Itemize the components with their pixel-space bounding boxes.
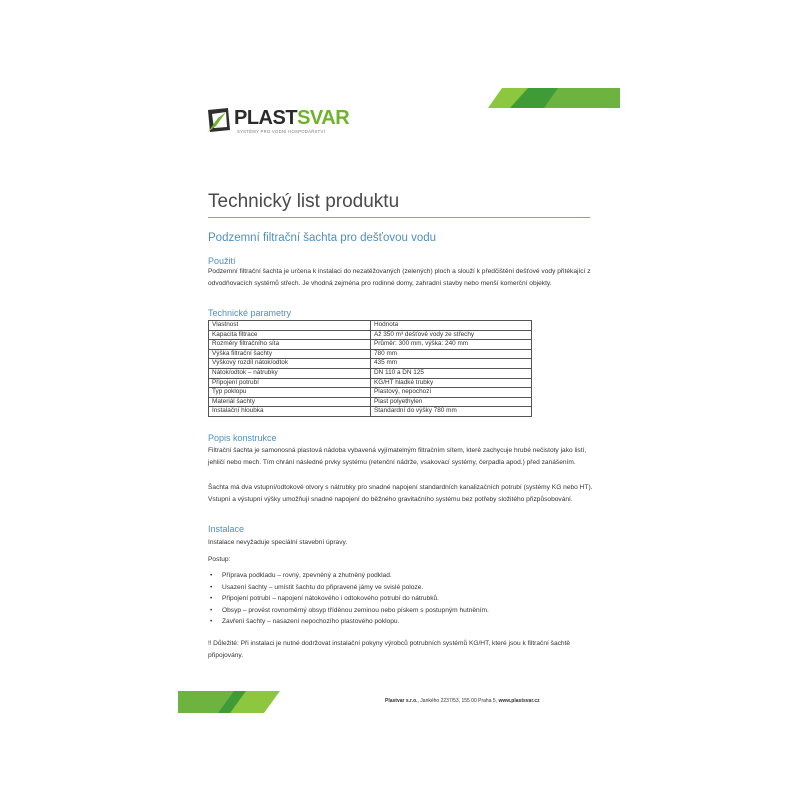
table-header-cell: Vlastnost [209, 321, 371, 331]
list-item [208, 616, 489, 628]
table-cell: Průměr: 300 mm, výška: 240 mm [371, 340, 532, 350]
list-item-text: Připojení potrubí – napojení nátokového i odtokového potrubí do nátrubků. [222, 595, 440, 603]
table-row [209, 388, 532, 398]
list-item [208, 582, 489, 594]
list-item [208, 593, 489, 605]
list-item-text: Obsyp – provést rovnoměrný obsyp tříděnou zeminou nebo pískem s postupným hutněním. [222, 606, 489, 614]
table-cell: Kapacita filtrace [209, 330, 371, 340]
section-heading-popis: Popis konstrukce [208, 433, 277, 443]
document-subtitle: Podzemní filtrační šachta pro dešťovou vodu [208, 232, 437, 244]
section-text-pouziti: Podzemní filtrační šachta je určena k instalaci do nezatěžovaných (zelených) ploch a slouží k předčištění dešťové vody přitékající z odvodňovacích systémů střech. Je vhodná zejména pro rodinné domy, zahradní stavby nebo menší komerční objekty. [208, 268, 591, 287]
table-header-cell: Hodnota [371, 321, 532, 331]
table-row [209, 340, 532, 350]
table-cell: Nátok/odtok – nátrubky [209, 368, 371, 378]
logo-tagline: SYSTÉMY PRO VODNÍ HOSPODÁŘSTVÍ [237, 129, 326, 134]
table-row [209, 330, 532, 340]
table-row [209, 359, 532, 369]
plastsvar-logo [204, 106, 350, 140]
footer-address: , Jankého 2237/53, 155 00 Praha 5, [417, 698, 499, 704]
table-cell: Rozměry filtračního síta [209, 340, 371, 350]
table-row [209, 407, 532, 417]
table-cell: Standardní do výšky 780 mm [371, 407, 532, 417]
table-row [209, 349, 532, 359]
title-divider [208, 217, 590, 218]
table-cell: KG/HT hladké trubky [371, 378, 532, 388]
table-cell: Výška filtrační šachty [209, 349, 371, 359]
section-text-popis-2: Šachta má dva vstupní/odtokové otvory s nátrubky pro snadné napojení standardních kanalizačních potrubí (systémy KG nebo HT). Vstupní a výstupní výšky umožňují snadné napojení do běžného gravitačního systému bez potřeby složitého přizpůsobování. [208, 484, 593, 503]
table-cell: Až 350 m³ dešťové vody ze střechy [371, 330, 532, 340]
table-cell: Instalační hloubka [209, 407, 371, 417]
table-header-row [209, 321, 532, 331]
footer-stripes-graphic [178, 691, 280, 713]
installation-steps-list [208, 570, 489, 628]
section-text-instalace: Instalace nevyžaduje speciální stavební úpravy. [208, 539, 348, 546]
table-cell: Typ poklopu [209, 388, 371, 398]
table-row [209, 368, 532, 378]
footer-website-link[interactable]: www.plastsvar.cz [498, 698, 540, 704]
table-row [209, 397, 532, 407]
header-stripes-graphic [488, 88, 620, 108]
table-cell: Plastový, nepochozí [371, 388, 532, 398]
postup-label: Postup: [208, 556, 231, 563]
footer-contact [385, 698, 540, 704]
logo-plast: PLAST [234, 107, 298, 129]
list-item-text: Usazení šachty – umístit šachtu do připravené jámy ve svislé poloze. [222, 583, 424, 591]
section-text-popis-1: Filtrační šachta je samonosná plastová nádoba vybavená vyjímatelným filtračním sítem, které zachycuje hrubé nečistoty jako listí, jehličí nebo mech. Tím chrání následné prvky systému (retenční nádrže, vsakovací systémy, čerpadla apod.) před zanášením. [208, 447, 587, 466]
bullet-icon: • [210, 572, 213, 579]
section-heading-parametry: Technické parametry [208, 308, 292, 318]
list-item [208, 570, 489, 582]
bullet-icon: • [210, 606, 213, 614]
table-cell: Plast polyethylen [371, 397, 532, 407]
parameters-table [208, 320, 532, 417]
bullet-icon: • [210, 583, 213, 591]
plastsvar-logo-mark [204, 106, 232, 134]
table-cell: Materiál šachty [209, 397, 371, 407]
section-heading-pouziti: Použití [208, 256, 236, 266]
list-item-text: Příprava podkladu – rovný, zpevněný a zhutněný podklad. [222, 572, 392, 579]
table-cell: Připojení potrubí [209, 378, 371, 388]
list-item-text: Zavření šachty – nasazení nepochozího plastového poklopu. [222, 618, 400, 626]
section-heading-instalace: Instalace [208, 524, 245, 534]
footer-company: Plastvar s.r.o. [385, 698, 418, 704]
important-note: ‼ Důležité: Při instalaci je nutné dodržovat instalační pokyny výrobců potrubních systémů KG/HT, které jsou k filtrační šachtě připojovány. [208, 640, 571, 659]
table-cell: Výškový rozdíl nátok/odtok [209, 359, 371, 369]
logo-svar: SVAR [297, 107, 350, 129]
table-row [209, 378, 532, 388]
list-item [208, 605, 489, 617]
table-cell: 435 mm [371, 359, 532, 369]
document-title: Technický list produktu [208, 191, 400, 212]
logo-wordmark [234, 108, 349, 128]
table-cell: DN 110 a DN 125 [371, 368, 532, 378]
bullet-icon: • [210, 595, 213, 603]
bullet-icon: • [210, 618, 213, 626]
table-cell: 780 mm [371, 349, 532, 359]
